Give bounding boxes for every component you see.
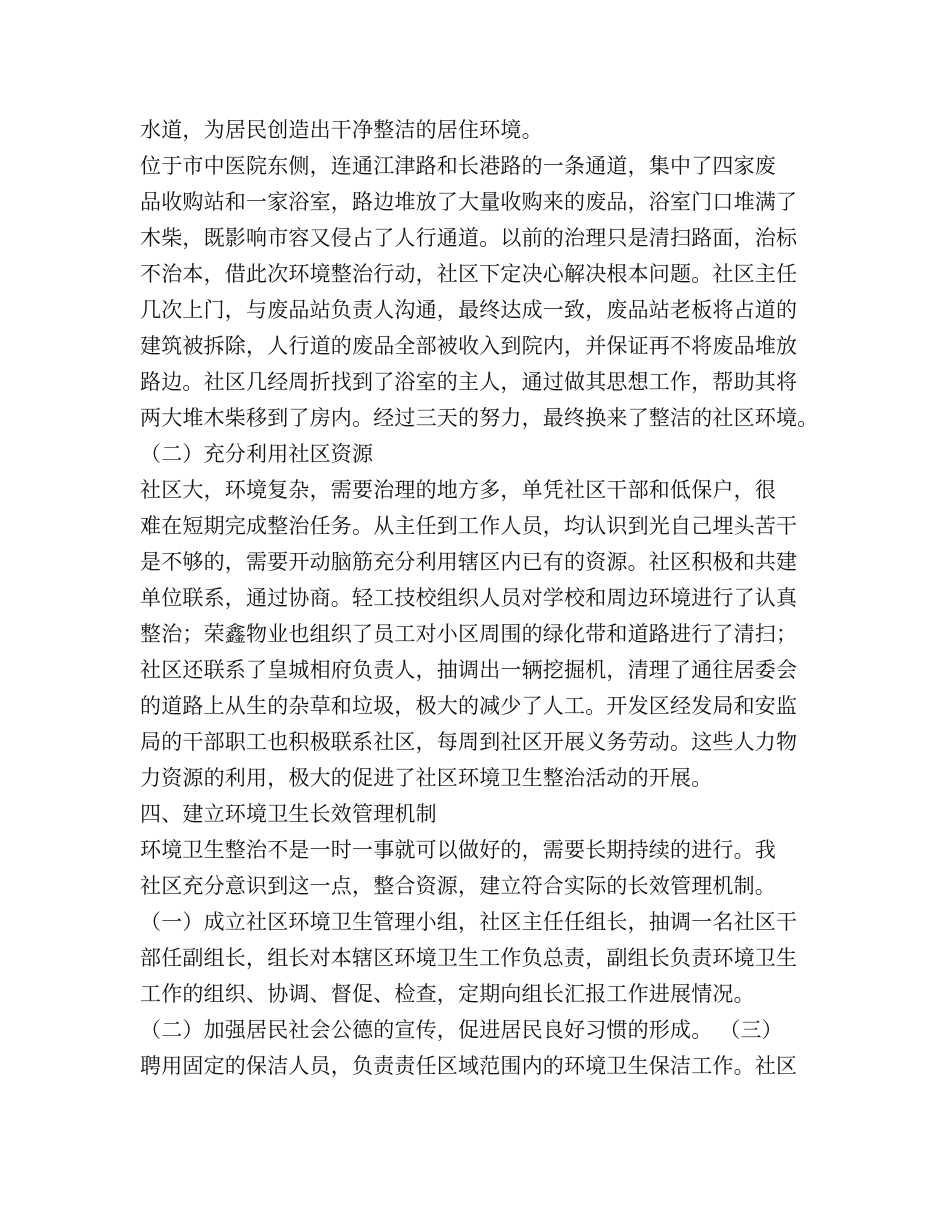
text-line: 品收购站和一家浴室，路边堆放了大量收购来的废品，浴室门口堆满了 [140,190,798,214]
text-line: 单位联系，通过协商。轻工技校组织人员对学校和周边环境进行了认真 [140,586,798,610]
text-line: 是不够的，需要开动脑筋充分利用辖区内已有的资源。社区积极和共建 [140,550,798,574]
text-line: 几次上门，与废品站负责人沟通，最终达成一致，废品站老板将占道的 [140,298,798,322]
text-line: 路边。社区几经周折找到了浴室的主人，通过做其思想工作，帮助其将 [140,370,798,394]
text-line: 社区大，环境复杂，需要治理的地方多，单凭社区干部和低保户，很 [140,478,776,502]
text-line: 木柴，既影响市容又侵占了人行通道。以前的治理只是清扫路面，治标 [140,226,798,250]
text-line: 力资源的利用，极大的促进了社区环境卫生整治活动的开展。 [140,766,713,790]
section-heading: （二）充分利用社区资源 [140,442,374,466]
text-line: 社区还联系了皇城相府负责人，抽调出一辆挖掘机，清理了通往居委会 [140,658,798,682]
text-line: 社区充分意识到这一点，整合资源，建立符合实际的长效管理机制。 [140,874,776,898]
text-line: 聘用固定的保洁人员，负责责任区域范围内的环境卫生保洁工作。社区 [140,1054,798,1078]
text-line: 局的干部职工也积极联系社区，每周到社区开展义务劳动。这些人力物 [140,730,798,754]
text-line: 两大堆木柴移到了房内。经过三天的努力，最终换来了整洁的社区环境。 [140,406,819,430]
text-line: 环境卫生整治不是一时一事就可以做好的，需要长期持续的进行。我 [140,838,776,862]
text-line: （一）成立社区环境卫生管理小组，社区主任任组长，抽调一名社区干 [140,910,798,934]
text-line: 水道，为居民创造出干净整洁的居住环境。 [140,118,543,142]
section-heading: 四、建立环境卫生长效管理机制 [140,802,437,826]
text-line: 位于市中医院东侧，连通江津路和长港路的一条通道，集中了四家废 [140,154,776,178]
text-line: 整治；荣鑫物业也组织了员工对小区周围的绿化带和道路进行了清扫； [140,622,798,646]
text-line: 建筑被拆除，人行道的废品全部被收入到院内，并保证再不将废品堆放 [140,334,798,358]
text-line: 的道路上从生的杂草和垃圾，极大的减少了人工。开发区经发局和安监 [140,694,798,718]
text-line: 部任副组长，组长对本辖区环境卫生工作负总责，副组长负责环境卫生 [140,946,798,970]
text-line: （二）加强居民社会公德的宣传，促进居民良好习惯的形成。 （三） [140,1018,783,1042]
text-line: 难在短期完成整治任务。从主任到工作人员，均认识到光自己埋头苦干 [140,514,798,538]
text-line: 不治本，借此次环境整治行动，社区下定决心解决根本问题。社区主任 [140,262,798,286]
text-line: 工作的组织、协调、督促、检查，定期向组长汇报工作进展情况。 [140,982,755,1006]
